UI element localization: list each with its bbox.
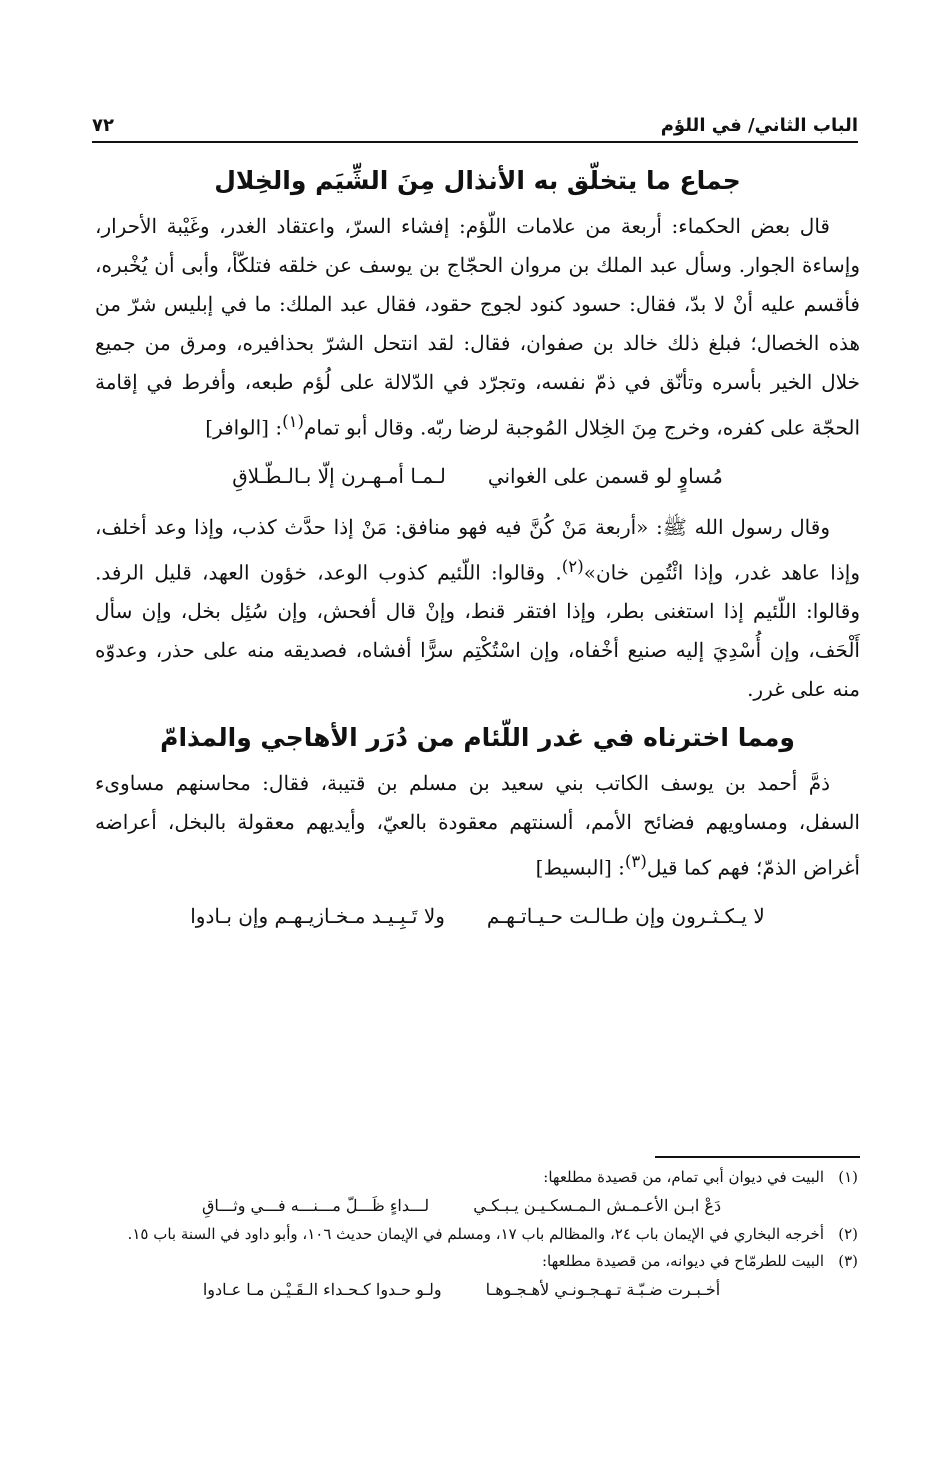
- footnote-verse: [95, 1275, 858, 1305]
- paragraph-3-end: : [البسيط]: [535, 855, 625, 880]
- paragraph-3: [95, 764, 860, 888]
- section-heading-1: جماع ما يتخلّق به الأنذال مِنَ الشِّيَم والخِلال: [214, 166, 741, 195]
- footnote-2: [95, 1221, 858, 1248]
- paragraph-2: [95, 508, 860, 710]
- paragraph-1: [95, 207, 860, 448]
- footnote-ref-2: (٢): [561, 556, 584, 576]
- paragraph-2-end: . وقالوا: اللّئيم كذوب الوعد، خؤون العهد، قليل الرفد. وقالوا: اللّئيم إذا استغنى بطر، وإذا افتقر قنط، وإنْ قال أفحش، وإن سُئِل بخل، وإن سأل أَلْحَف، وإن أُسْدِيَ إليه صنيع أخْفاه، وإن اسْتُكْتِم سرًّا أفشاه، فصديقه منه على حذر، وعدوّه منه على غرر.: [95, 560, 860, 702]
- footnote-3: [95, 1248, 858, 1305]
- footnote-verse-first: دَعْ ابـن الأعـمـش الـمـسكـيـن يـبـكـي: [473, 1196, 722, 1215]
- footnote-verse-first: أخـبـرت ضـبّـة تـهـجـونـي لأهـجـوهـا: [485, 1280, 721, 1299]
- verse-2: [95, 896, 860, 936]
- page-number: ٧٢: [92, 115, 114, 136]
- chapter-title: الباب الثاني/ في اللؤم: [660, 115, 858, 136]
- footnote-verse-second: لـــداءٍ ظَـــلّ مـــنـــه فـــي وثـــاقِ: [201, 1196, 430, 1215]
- footnote-verse-second: ولـو حـدوا كـحـداء الـقَـيْـن مـا عـادوا: [202, 1280, 442, 1299]
- footnotes: [95, 1164, 858, 1305]
- paragraph-2-text: وقال رسول الله ﷺ: «أربعة مَنْ كُنَّ فيه فهو منافق: مَنْ إذا حدَّث كذب، وإذا وعد أخلف، وإذا عاهد غدر، وإذا ائْتُمِن خان»: [95, 514, 860, 585]
- footnote-number: (٢): [838, 1225, 858, 1243]
- footnote-text: البيت للطرمّاح في ديوانه، من قصيدة مطلعها:: [541, 1252, 824, 1270]
- footnote-verse: [95, 1191, 858, 1221]
- paragraph-3-text: ذمَّ أحمد بن يوسف الكاتب بني سعيد بن مسلم بن قتيبة، فقال: محاسنهم مساوىء السفل، ومساويهم فضائح الأمم، ألسنتهم معقودة بالعيّ، وأيديهم معقولة بالبخل، أعراضه أغراض الذمّ؛ فهم كما قيل: [95, 771, 860, 880]
- paragraph-1-end: : [الوافر]: [205, 415, 283, 440]
- verse-1-second-hemistich: لـمـا أمـهـرن إلّا بـالـطّـلاقِ: [232, 463, 446, 488]
- main-content: [95, 152, 860, 948]
- verse-2-first-hemistich: لا يـكـثـرون وإن طـالـت حـيـاتـهـم: [486, 903, 765, 928]
- footnote-ref-1: (١): [282, 412, 305, 431]
- verse-1-first-hemistich: مُساوٍ لو قسمن على الغواني: [487, 463, 723, 488]
- footnote-number: (١): [838, 1168, 858, 1186]
- section-heading-2: ومما اخترناه في غدر اللّئام من دُرَر الأهاجي والمذامّ: [160, 723, 795, 753]
- verse-1: [95, 456, 860, 496]
- footnote-rule: [655, 1156, 860, 1158]
- verse-2-second-hemistich: ولا تَـبِـيـد مـخـازيـهـم وإن بـادوا: [190, 903, 445, 928]
- page-header: [92, 96, 858, 136]
- paragraph-1-text: قال بعض الحكماء: أربعة من علامات اللّؤم: إفشاء السرّ، واعتقاد الغدر، وغَيْبة الأحرار، وإساءة الجوار. وسأل عبد الملك بن مروان الحجّاج بن يوسف عن خلقه فتلكّأ، وأبى أن يُخْبره، فأقسم عليه أنْ لا بدّ، فقال: حسود كنود لجوج حقود، فقال عبد الملك: ما في إبليس شرّ من هذه الخصال؛ فبلغ ذلك خالد بن صفوان، فقال: لقد انتحل الشرّ بحذافيره، ومرق من جميع خلال الخير بأسره وتأنّق في ذمّ نفسه، وتجرّد في الدّلالة على لُؤم طبعه، وأفرط في إقامة الحجّة على كفره، وخرج مِنَ الخِلال المُوجبة لرضا ربّه. وقال أبو تمام: [95, 214, 860, 440]
- footnote-text: أخرجه البخاري في الإيمان باب ٢٤، والمظالم باب ١٧، ومسلم في الإيمان حديث ١٠٦، وأبو داود في السنة باب ١٥.: [127, 1225, 824, 1243]
- footnote-1: [95, 1164, 858, 1221]
- header-rule: [92, 141, 858, 143]
- footnote-ref-3: (٣): [624, 852, 647, 872]
- footnote-text: البيت في ديوان أبي تمام، من قصيدة مطلعها:: [543, 1168, 824, 1186]
- footnote-number: (٣): [838, 1252, 858, 1270]
